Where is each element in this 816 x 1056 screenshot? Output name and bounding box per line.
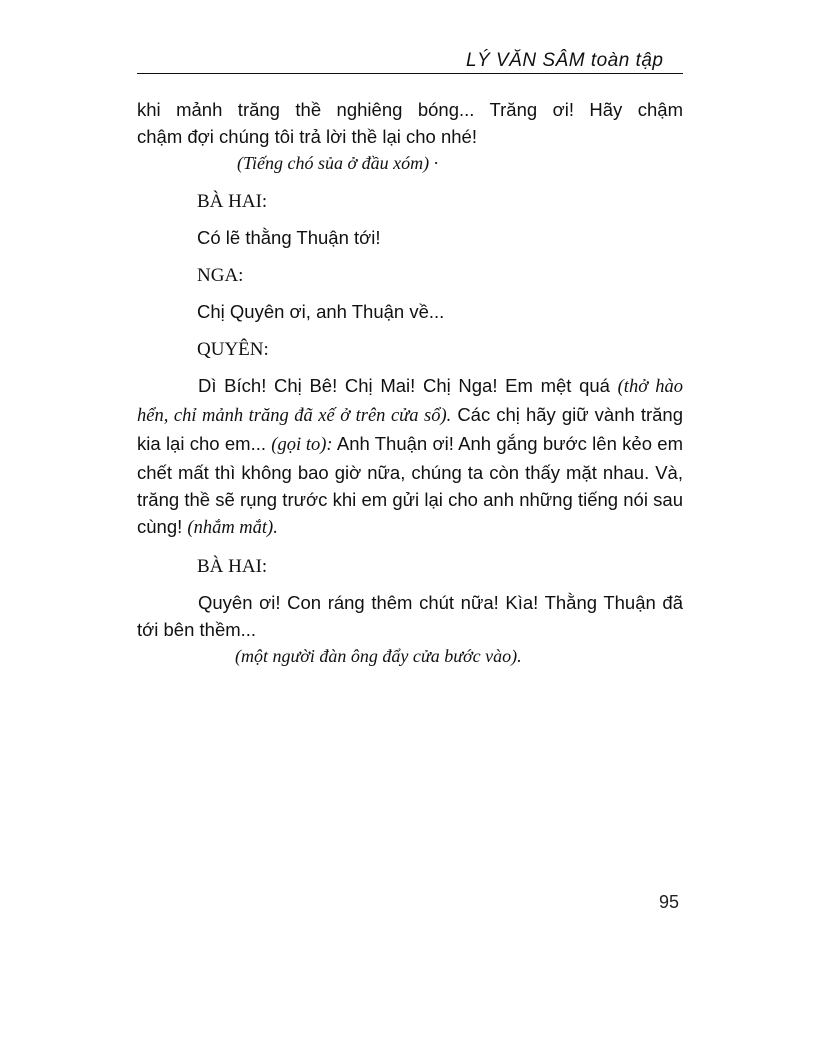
spacer [137,325,683,336]
spacer [137,177,683,188]
stage-direction-inline: (gọi to): [271,435,333,455]
stage-direction-inline: (nhắm mắt). [187,518,278,538]
speaker-name: BÀ HAI: [197,556,268,577]
running-head-title: LÝ VĂN SÂM toàn tập [466,50,664,71]
dialogue-line: Có lẽ thằng Thuận tới! [197,227,381,248]
spacer [137,251,683,262]
stage-direction-inline: (thở hào hển, chỉ mảnh trăng đã xế ở trên cửa sổ). [137,377,683,426]
header-rule [137,73,683,74]
spacer [137,289,683,298]
spacer [137,215,683,224]
body-line: chậm đợi chúng tôi trả lời thề lại cho nhé! [137,126,477,147]
speaker-name: BÀ HAI: [197,191,268,212]
stage-direction: (Tiếng chó sủa ở đầu xóm) · [237,153,439,173]
dialogue-text: Anh Thuận ơi! Anh gắng bước lên kẻo em chết mất thì không bao giờ nữa, chúng ta còn thấy mặt nhau. Và, trăng thề sẽ rụng trước khi em gửi lại cho anh những tiếng nói sau cùng! [137,433,683,537]
speaker-name: NGA: [197,265,244,286]
stage-direction: (một người đàn ông đẩy cửa bước vào). [235,646,522,666]
dialogue-paragraph [137,372,683,542]
spacer [137,542,683,553]
spacer [137,363,683,372]
page-number: 95 [659,892,680,912]
dialogue-line: Chị Quyên ơi, anh Thuận về... [197,301,445,322]
dialogue-text: Các chị hãy giữ vành trăng kia lại cho em... [137,404,683,454]
page-body [137,96,683,670]
speaker-name: QUYÊN: [197,339,269,360]
dialogue-text: Dì Bích! Chị Bê! Chị Mai! Chị Nga! Em mệt quá [198,375,618,396]
dialogue-paragraph: Quyên ơi! Con ráng thêm chút nữa! Kìa! Thằng Thuận đã tới bên thềm... [137,592,683,640]
body-line: khi mảnh trăng thề nghiêng bóng... Trăng ơi! Hãy chậm [137,99,683,120]
spacer [137,580,683,589]
